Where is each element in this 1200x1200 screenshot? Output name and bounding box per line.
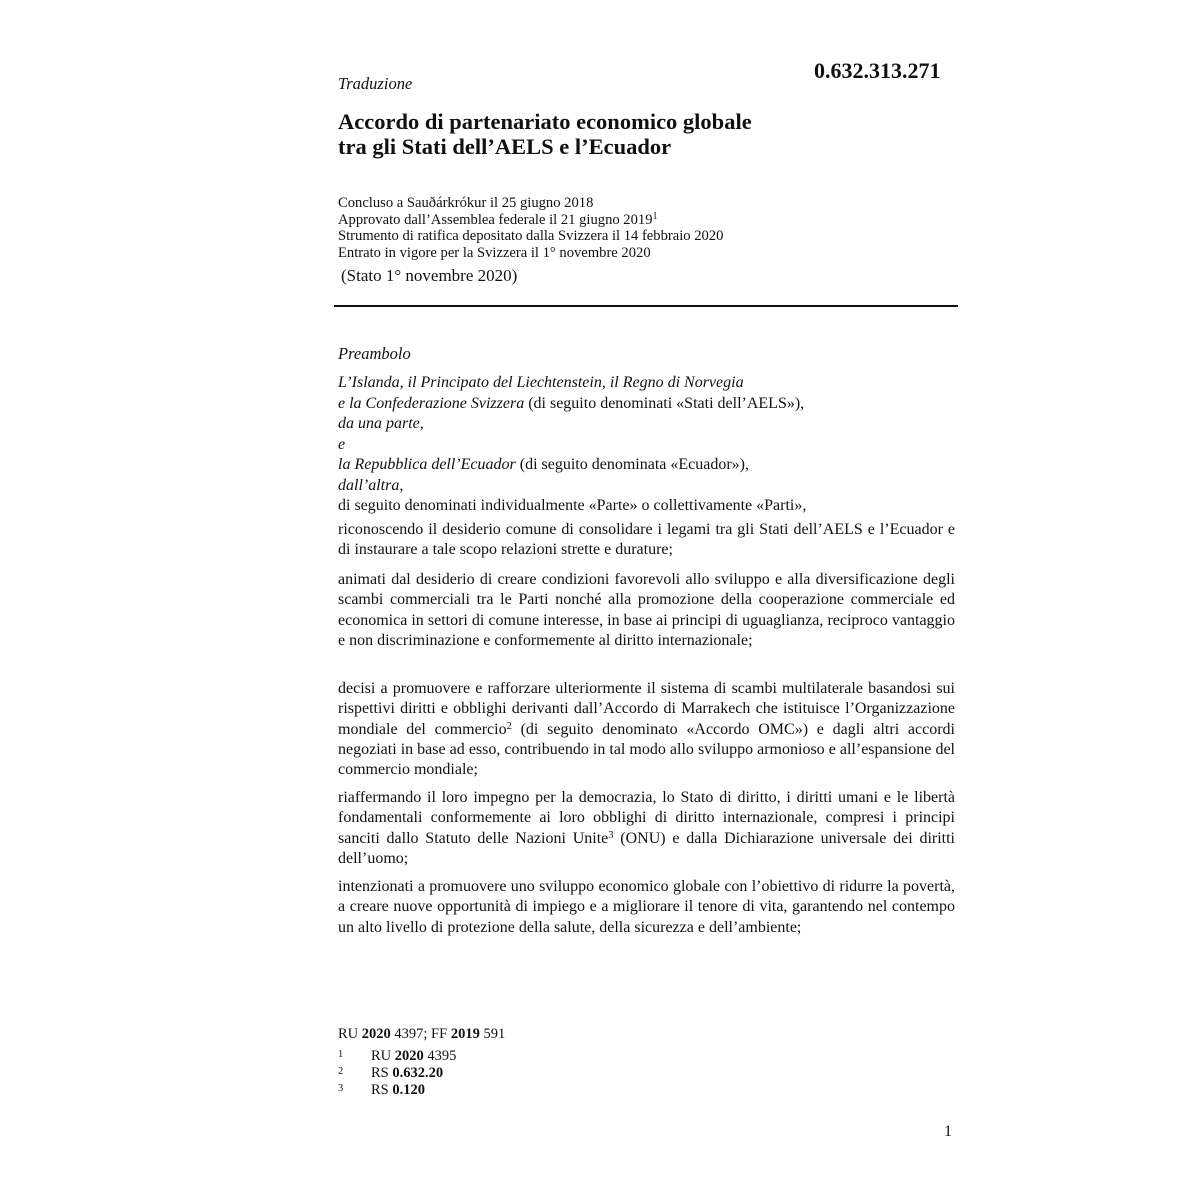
title-line-1: Accordo di partenariato economico globale — [338, 109, 752, 134]
header-divider — [334, 305, 958, 307]
meta-concluded: Concluso a Sauðárkrókur il 25 giugno 2018 — [338, 195, 594, 211]
translation-label: Traduzione — [338, 74, 413, 93]
preamble-paragraph-3: decisi a promuovere e rafforzare ulteriormente il sistema di scambi multilaterale basandosi sui rispettivi diritti e obblighi derivanti dall’Accordo di Marrakech che istituisce l’Organizzazione mondiale del commercio$^2$ (di seguito denominato «Accordo OMC») e dagli altri accordi negoziati in base ad esso, contribuendo in tal modo allo sviluppo armonioso e all’espansione del commercio mondiale; — [338, 680, 955, 779]
preamble-paragraph-2: animati dal desiderio di creare condizioni favorevoli allo sviluppo e alla diversificazione degli scambi commerciali tra le Parti nonché alla promozione della cooperazione commerciale ed economica in settori di comune interesse, in base ai principi di uguaglianza, reciproco vantaggio e non discriminazione e conformemente al diritto internazionale; — [338, 571, 955, 649]
publication-reference: RU 2020 4397; FF 2019 591 — [338, 1026, 506, 1042]
preamble-paragraph-4: riaffermando il loro impegno per la democrazia, lo Stato di diritto, i diritti umani e le libertà fondamentali conformemente ai loro obblighi di diritto internazionale, compresi i principi sanciti dallo Statuto delle Nazioni Unite$^3$ (ONU) e dalla Dichiarazione universale dei diritti dell’uomo; — [338, 789, 955, 867]
footnote-1: 1 RU 2020 4395 — [338, 1048, 457, 1064]
meta-in-force: Entrato in vigore per la Svizzera il 1° novembre 2020 — [338, 244, 651, 261]
preamble-heading: Preambolo — [338, 344, 411, 363]
preamble-paragraph-1: riconoscendo il desiderio comune di consolidare i legami tra gli Stati dell’AELS e l’Ecuador e di instaurare a tale scopo relazioni strette e durature; — [338, 521, 955, 559]
parties-line-1: L’Islanda, il Principato del Liechtenstein, il Regno di Norvegia — [338, 374, 744, 391]
title-line-2: tra gli Stati dell’AELS e l’Ecuador — [338, 134, 672, 159]
preamble-parties — [338, 373, 958, 517]
status-date: (Stato 1° novembre 2020) — [341, 266, 518, 285]
parties-line-3: da una parte, — [338, 415, 424, 432]
document-title — [338, 109, 752, 159]
parties-line-6: dall’altra, — [338, 476, 404, 494]
footnote-ref-1: 1 — [652, 210, 658, 222]
footnote-3: 3 RS 0.120 — [338, 1082, 425, 1098]
page-number: 1 — [944, 1123, 952, 1140]
footnote-ref-3: 3 — [608, 829, 614, 841]
parties-line-4: e — [338, 435, 346, 453]
parties-line-2: e la Confederazione Svizzera (di seguito denominati «Stati dell’AELS»), — [338, 394, 805, 412]
parties-line-5: la Repubblica dell’Ecuador (di seguito denominata «Ecuador»), — [338, 456, 749, 473]
footnote-ref-2: 2 — [506, 720, 512, 732]
parties-line-7: di seguito denominati individualmente «Parte» o collettivamente «Parti», — [338, 497, 807, 514]
meta-approved: Approvato dall’Assemblea federale il 21 giugno 2019$^1$ — [338, 210, 658, 228]
document-meta — [338, 195, 723, 261]
meta-ratified: Strumento di ratifica depositato dalla Svizzera il 14 febbraio 2020 — [338, 228, 724, 244]
footnote-2: 2 RS 0.632.20 — [338, 1065, 444, 1081]
sr-number: 0.632.313.271 — [814, 58, 941, 83]
preamble-paragraph-5: intenzionati a promuovere uno sviluppo economico globale con l’obiettivo di ridurre la povertà, a creare nuove opportunità di impiego e a migliorare il tenore di vita, garantendo nel contempo un alto livello di protezione della salute, della sicurezza e dell’ambiente; — [338, 878, 955, 936]
